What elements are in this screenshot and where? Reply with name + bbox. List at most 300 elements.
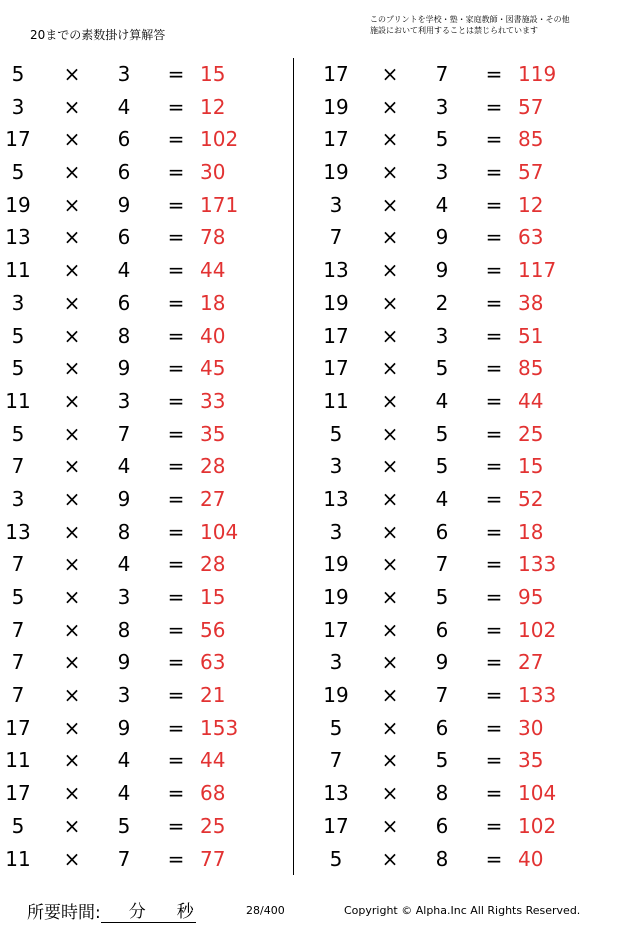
multiplicand: 19 <box>323 683 349 708</box>
times-sign: × <box>63 160 81 185</box>
multiplicand: 3 <box>329 454 343 479</box>
answer: 45 <box>200 356 226 381</box>
equals-sign: = <box>167 683 185 708</box>
minutes-unit: 分 <box>128 902 146 922</box>
problem-row <box>0 712 290 745</box>
equals-sign: = <box>485 846 503 871</box>
equals-sign: = <box>485 225 503 250</box>
seconds-unit: 秒 <box>176 902 194 922</box>
equals-sign: = <box>167 388 185 413</box>
multiplicand: 7 <box>11 454 25 479</box>
equals-sign: = <box>167 323 185 348</box>
multiplicand: 11 <box>323 388 349 413</box>
equals-sign: = <box>167 94 185 119</box>
problem-row <box>0 843 290 876</box>
multiplier: 7 <box>435 62 449 86</box>
multiplicand: 17 <box>5 127 31 152</box>
times-sign: × <box>63 258 81 283</box>
problem-row <box>318 843 608 876</box>
problem-row <box>318 712 608 745</box>
multiplier: 6 <box>435 617 449 642</box>
problem-row <box>318 58 608 91</box>
times-sign: × <box>381 225 399 250</box>
times-sign: × <box>381 421 399 446</box>
equals-sign: = <box>485 421 503 446</box>
multiplicand: 13 <box>5 225 31 250</box>
answer: 15 <box>518 454 544 479</box>
answer: 85 <box>518 356 544 381</box>
times-sign: × <box>63 486 81 511</box>
multiplicand: 5 <box>11 585 25 609</box>
equals-sign: = <box>485 290 503 315</box>
equals-sign: = <box>485 127 503 152</box>
times-sign: × <box>381 519 399 544</box>
multiplier: 6 <box>435 715 449 740</box>
multiplicand: 11 <box>5 846 31 871</box>
multiplier: 4 <box>117 552 131 577</box>
answer: 78 <box>200 225 226 250</box>
times-sign: × <box>381 356 399 381</box>
times-sign: × <box>381 748 399 773</box>
problem-row <box>0 221 290 254</box>
multiplicand: 13 <box>323 486 349 511</box>
times-sign: × <box>381 388 399 413</box>
multiplier: 3 <box>117 683 131 708</box>
problem-row <box>0 646 290 679</box>
times-sign: × <box>381 552 399 577</box>
times-sign: × <box>381 192 399 217</box>
problem-row <box>318 810 608 843</box>
equals-sign: = <box>485 617 503 642</box>
problem-row <box>318 352 608 385</box>
multiplier: 4 <box>117 258 131 283</box>
problem-row <box>318 221 608 254</box>
multiplier: 9 <box>117 650 131 675</box>
equals-sign: = <box>485 650 503 675</box>
problem-row <box>0 385 290 418</box>
answer: 21 <box>200 683 226 708</box>
multiplicand: 7 <box>11 617 25 642</box>
equals-sign: = <box>167 486 185 511</box>
equals-sign: = <box>167 650 185 675</box>
times-sign: × <box>63 421 81 446</box>
answer: 15 <box>200 62 226 86</box>
answer: 63 <box>200 650 226 675</box>
equals-sign: = <box>167 519 185 544</box>
answer: 85 <box>518 127 544 152</box>
times-sign: × <box>63 846 81 871</box>
times-sign: × <box>63 356 81 381</box>
answer: 44 <box>200 748 226 773</box>
multiplier: 5 <box>117 813 131 838</box>
multiplicand: 13 <box>5 519 31 544</box>
multiplier: 7 <box>435 552 449 577</box>
problem-row <box>0 679 290 712</box>
times-sign: × <box>381 813 399 838</box>
problem-row <box>318 91 608 124</box>
problem-row <box>0 320 290 353</box>
multiplier: 4 <box>117 748 131 773</box>
times-sign: × <box>381 94 399 119</box>
times-sign: × <box>63 454 81 479</box>
time-label: 所要時間: <box>27 903 101 923</box>
times-sign: × <box>381 715 399 740</box>
answer: 102 <box>518 617 557 642</box>
multiplier: 6 <box>117 225 131 250</box>
multiplier: 5 <box>435 585 449 609</box>
times-sign: × <box>63 715 81 740</box>
problem-row <box>318 614 608 647</box>
times-sign: × <box>381 323 399 348</box>
answer: 25 <box>518 421 544 446</box>
multiplicand: 5 <box>11 356 25 381</box>
answer: 27 <box>200 486 226 511</box>
multiplier: 9 <box>117 356 131 381</box>
equals-sign: = <box>167 192 185 217</box>
answer: 56 <box>200 617 226 642</box>
multiplicand: 7 <box>11 650 25 675</box>
times-sign: × <box>381 127 399 152</box>
multiplicand: 3 <box>329 519 343 544</box>
multiplier: 4 <box>117 454 131 479</box>
multiplicand: 5 <box>11 160 25 185</box>
multiplier: 6 <box>435 813 449 838</box>
equals-sign: = <box>485 552 503 577</box>
multiplier: 3 <box>117 585 131 609</box>
answer: 33 <box>200 388 226 413</box>
multiplicand: 19 <box>323 160 349 185</box>
times-sign: × <box>381 585 399 609</box>
equals-sign: = <box>485 748 503 773</box>
problem-row <box>318 483 608 516</box>
problem-row <box>318 646 608 679</box>
equals-sign: = <box>167 356 185 381</box>
equals-sign: = <box>485 62 503 86</box>
multiplier: 7 <box>117 846 131 871</box>
times-sign: × <box>63 748 81 773</box>
answer: 15 <box>200 585 226 609</box>
answer: 133 <box>518 683 557 708</box>
problem-row <box>0 254 290 287</box>
problem-row <box>318 254 608 287</box>
answer: 52 <box>518 486 544 511</box>
problem-row <box>0 581 290 614</box>
time-blank <box>101 904 196 923</box>
problem-row <box>0 287 290 320</box>
multiplicand: 7 <box>329 225 343 250</box>
times-sign: × <box>63 290 81 315</box>
problem-row <box>0 352 290 385</box>
multiplicand: 17 <box>323 323 349 348</box>
multiplier: 9 <box>435 650 449 675</box>
answer: 153 <box>200 715 239 740</box>
multiplicand: 17 <box>323 356 349 381</box>
multiplier: 3 <box>435 94 449 119</box>
multiplicand: 5 <box>329 715 343 740</box>
problem-row <box>318 287 608 320</box>
multiplier: 5 <box>435 127 449 152</box>
multiplier: 6 <box>117 127 131 152</box>
notice-line-2: 施設において利用することは禁じられています <box>370 26 538 35</box>
answer: 30 <box>518 715 544 740</box>
answer: 57 <box>518 94 544 119</box>
answer: 18 <box>518 519 544 544</box>
times-sign: × <box>63 323 81 348</box>
left-problem-column <box>0 58 290 875</box>
equals-sign: = <box>485 323 503 348</box>
answer: 102 <box>518 813 557 838</box>
multiplier: 4 <box>435 486 449 511</box>
answer: 117 <box>518 258 557 283</box>
multiplicand: 11 <box>5 748 31 773</box>
multiplicand: 3 <box>11 486 25 511</box>
multiplier: 5 <box>435 454 449 479</box>
problem-row <box>318 777 608 810</box>
multiplicand: 5 <box>329 846 343 871</box>
problem-row <box>0 91 290 124</box>
multiplicand: 11 <box>5 258 31 283</box>
times-sign: × <box>63 585 81 609</box>
problem-row <box>318 320 608 353</box>
equals-sign: = <box>167 160 185 185</box>
answer: 63 <box>518 225 544 250</box>
equals-sign: = <box>485 94 503 119</box>
problem-row <box>318 156 608 189</box>
problem-row <box>0 450 290 483</box>
multiplier: 9 <box>117 192 131 217</box>
answer: 40 <box>200 323 226 348</box>
times-sign: × <box>63 683 81 708</box>
equals-sign: = <box>485 519 503 544</box>
answer: 27 <box>518 650 544 675</box>
multiplicand: 3 <box>11 94 25 119</box>
problem-row <box>0 614 290 647</box>
multiplicand: 5 <box>11 421 25 446</box>
times-sign: × <box>381 781 399 806</box>
multiplicand: 13 <box>323 258 349 283</box>
equals-sign: = <box>485 258 503 283</box>
answer: 38 <box>518 290 544 315</box>
multiplier: 3 <box>435 323 449 348</box>
times-sign: × <box>381 258 399 283</box>
answer: 35 <box>518 748 544 773</box>
equals-sign: = <box>485 356 503 381</box>
multiplicand: 17 <box>323 62 349 86</box>
equals-sign: = <box>167 225 185 250</box>
answer: 77 <box>200 846 226 871</box>
multiplier: 9 <box>117 486 131 511</box>
multiplier: 5 <box>435 421 449 446</box>
times-sign: × <box>63 192 81 217</box>
problem-row <box>318 418 608 451</box>
problem-row <box>318 744 608 777</box>
equals-sign: = <box>167 748 185 773</box>
multiplicand: 5 <box>329 421 343 446</box>
answer: 40 <box>518 846 544 871</box>
times-sign: × <box>63 94 81 119</box>
problem-row <box>318 385 608 418</box>
equals-sign: = <box>485 585 503 609</box>
multiplicand: 7 <box>329 748 343 773</box>
equals-sign: = <box>167 781 185 806</box>
equals-sign: = <box>485 192 503 217</box>
answer: 57 <box>518 160 544 185</box>
equals-sign: = <box>485 813 503 838</box>
times-sign: × <box>381 454 399 479</box>
times-sign: × <box>63 127 81 152</box>
answer: 104 <box>518 781 557 806</box>
answer: 44 <box>518 388 544 413</box>
notice-line-1: このプリントを学校・塾・家庭教師・図書施設・その他 <box>370 15 570 24</box>
times-sign: × <box>381 486 399 511</box>
times-sign: × <box>381 62 399 86</box>
problem-row <box>0 156 290 189</box>
problem-row <box>318 581 608 614</box>
column-divider <box>293 58 294 875</box>
multiplicand: 19 <box>323 585 349 609</box>
equals-sign: = <box>485 388 503 413</box>
page-title: 20までの素数掛け算解答 <box>30 28 166 42</box>
multiplier: 8 <box>435 846 449 871</box>
times-sign: × <box>381 617 399 642</box>
problem-row <box>0 744 290 777</box>
multiplier: 8 <box>435 781 449 806</box>
answer: 35 <box>200 421 226 446</box>
multiplier: 4 <box>435 192 449 217</box>
problem-row <box>0 516 290 549</box>
problem-row <box>318 516 608 549</box>
answer: 12 <box>518 192 544 217</box>
times-sign: × <box>63 617 81 642</box>
answer: 25 <box>200 813 226 838</box>
multiplicand: 7 <box>11 683 25 708</box>
problem-row <box>0 483 290 516</box>
answer: 104 <box>200 519 239 544</box>
answer: 171 <box>200 192 239 217</box>
problem-row <box>0 418 290 451</box>
times-sign: × <box>381 290 399 315</box>
problem-row <box>0 548 290 581</box>
problem-row <box>0 58 290 91</box>
multiplier: 3 <box>117 388 131 413</box>
multiplier: 4 <box>435 388 449 413</box>
multiplicand: 5 <box>11 62 25 86</box>
times-sign: × <box>63 388 81 413</box>
multiplier: 6 <box>117 160 131 185</box>
multiplicand: 3 <box>329 650 343 675</box>
multiplier: 8 <box>117 323 131 348</box>
equals-sign: = <box>167 715 185 740</box>
times-sign: × <box>63 813 81 838</box>
multiplicand: 19 <box>323 94 349 119</box>
equals-sign: = <box>167 421 185 446</box>
equals-sign: = <box>167 290 185 315</box>
problem-row <box>318 123 608 156</box>
equals-sign: = <box>167 552 185 577</box>
equals-sign: = <box>485 683 503 708</box>
usage-notice <box>370 14 610 36</box>
multiplicand: 19 <box>323 552 349 577</box>
equals-sign: = <box>167 813 185 838</box>
right-problem-column <box>318 58 608 875</box>
multiplier: 4 <box>117 94 131 119</box>
multiplicand: 5 <box>11 323 25 348</box>
answer: 44 <box>200 258 226 283</box>
multiplicand: 19 <box>5 192 31 217</box>
multiplicand: 17 <box>5 781 31 806</box>
answer: 102 <box>200 127 239 152</box>
multiplier: 3 <box>435 160 449 185</box>
multiplier: 2 <box>435 290 449 315</box>
equals-sign: = <box>485 454 503 479</box>
times-sign: × <box>381 846 399 871</box>
multiplier: 8 <box>117 617 131 642</box>
equals-sign: = <box>167 846 185 871</box>
times-sign: × <box>63 650 81 675</box>
multiplier: 9 <box>435 258 449 283</box>
multiplier: 5 <box>435 748 449 773</box>
times-sign: × <box>63 552 81 577</box>
equals-sign: = <box>485 486 503 511</box>
multiplier: 7 <box>435 683 449 708</box>
multiplicand: 3 <box>11 290 25 315</box>
multiplier: 9 <box>435 225 449 250</box>
multiplier: 5 <box>435 356 449 381</box>
multiplicand: 19 <box>323 290 349 315</box>
equals-sign: = <box>167 127 185 152</box>
multiplicand: 11 <box>5 388 31 413</box>
equals-sign: = <box>167 454 185 479</box>
multiplier: 6 <box>435 519 449 544</box>
problem-row <box>318 679 608 712</box>
times-sign: × <box>63 225 81 250</box>
multiplicand: 17 <box>5 715 31 740</box>
problem-row <box>0 123 290 156</box>
multiplicand: 5 <box>11 813 25 838</box>
multiplicand: 17 <box>323 617 349 642</box>
times-sign: × <box>63 519 81 544</box>
equals-sign: = <box>485 715 503 740</box>
times-sign: × <box>63 62 81 86</box>
multiplier: 7 <box>117 421 131 446</box>
equals-sign: = <box>485 781 503 806</box>
multiplicand: 17 <box>323 127 349 152</box>
equals-sign: = <box>167 258 185 283</box>
multiplier: 6 <box>117 290 131 315</box>
times-sign: × <box>381 650 399 675</box>
answer: 28 <box>200 552 226 577</box>
answer: 119 <box>518 62 557 86</box>
multiplier: 3 <box>117 62 131 86</box>
multiplier: 4 <box>117 781 131 806</box>
problem-row <box>0 777 290 810</box>
multiplicand: 13 <box>323 781 349 806</box>
problem-row <box>0 189 290 222</box>
multiplicand: 17 <box>323 813 349 838</box>
problem-row <box>0 810 290 843</box>
multiplicand: 7 <box>11 552 25 577</box>
equals-sign: = <box>167 62 185 86</box>
equals-sign: = <box>167 585 185 609</box>
multiplier: 8 <box>117 519 131 544</box>
answer: 30 <box>200 160 226 185</box>
time-taken <box>27 898 196 923</box>
answer: 12 <box>200 94 226 119</box>
problem-row <box>318 450 608 483</box>
multiplicand: 3 <box>329 192 343 217</box>
equals-sign: = <box>167 617 185 642</box>
answer: 68 <box>200 781 226 806</box>
